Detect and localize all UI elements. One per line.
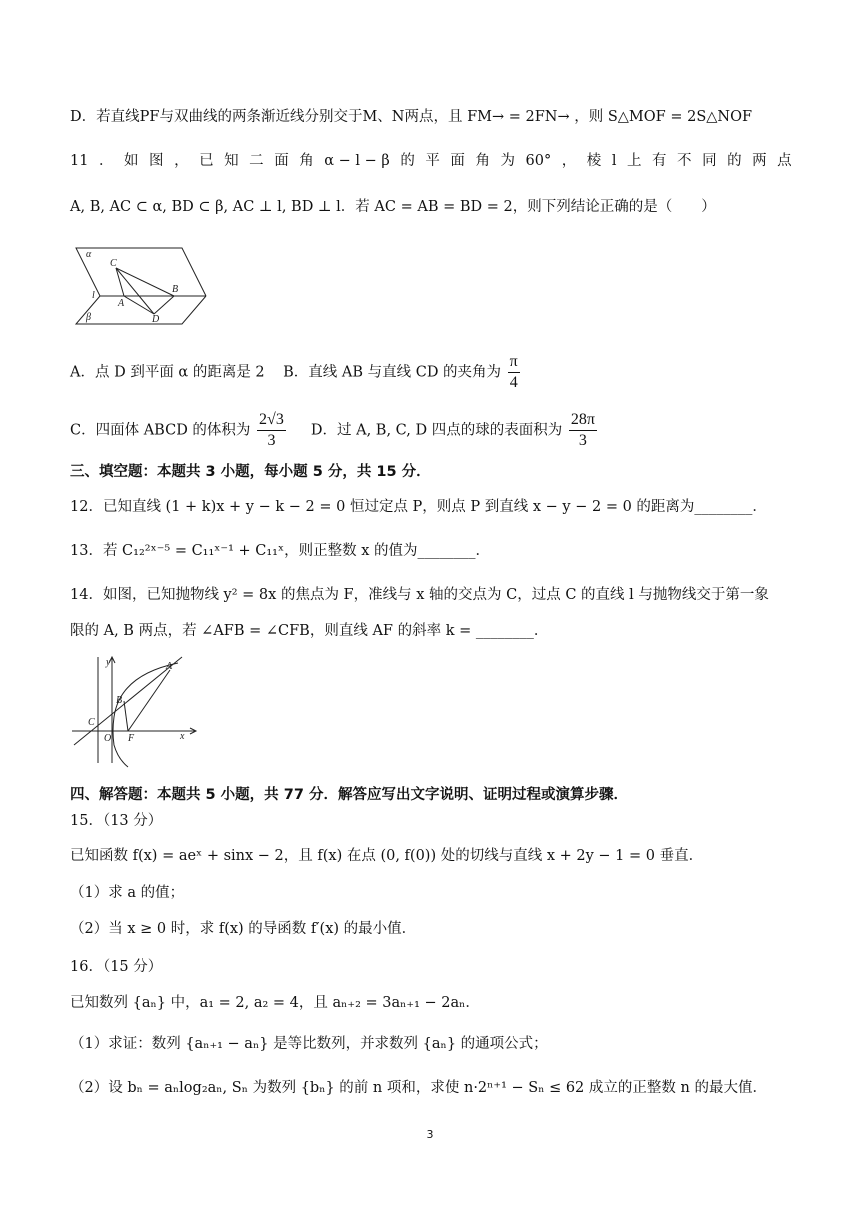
label-c: C — [88, 717, 95, 728]
label-a: A — [166, 661, 173, 672]
fraction-surface-area: $\frac{28\pi}{3}$ — [570, 411, 595, 449]
q13: 13．若 C₁₂²ˣ⁻⁵ = C₁₁ˣ⁻¹ + C₁₁ˣ，则正整数 x 的值为________． — [70, 543, 491, 559]
q11-intro-token: 角 — [475, 153, 490, 169]
dihedral-angle-figure — [70, 240, 220, 330]
q16-heading: 16．（15 分） — [70, 959, 163, 975]
q11-intro-token: 棱 — [586, 153, 602, 169]
label-b: B — [172, 284, 179, 295]
q11-intro-token: 11 — [70, 153, 89, 169]
q11-intro-token: 二 — [249, 153, 264, 169]
q14-line-1: 14．如图，已知抛物线 y² = 8x 的焦点为 F，准线与 x 轴的交点为 C，过点 C 的直线 l 与抛物线交于第一象 — [70, 587, 769, 603]
label-a: A — [118, 298, 125, 309]
q11-intro-token: 如 — [124, 153, 139, 169]
q11-options-cd — [70, 410, 792, 451]
q15-heading: 15．（13 分） — [70, 813, 163, 829]
q11-intro-token: 角 — [299, 153, 314, 169]
q11-intro-token: 点 — [777, 153, 792, 169]
q11-intro-token: 的 — [727, 153, 742, 169]
q11-intro-token: l — [611, 153, 617, 169]
label-c: C — [110, 258, 117, 269]
label-alpha: α — [86, 249, 92, 260]
q11-intro — [70, 150, 792, 172]
q11-intro-token: 平 — [425, 153, 440, 169]
q16-part-1: （1）求证：数列 {aₙ₊₁ − aₙ} 是等比数列，并求数列 {aₙ} 的通项公式； — [70, 1036, 548, 1052]
q15-part-1: （1）求 a 的值； — [70, 885, 185, 901]
label-l: l — [92, 290, 95, 301]
section-4-heading: 四、解答题：本题共 5 小题，共 77 分．解答应写出文字说明、证明过程或演算步骤． — [70, 787, 628, 803]
section-3-heading: 三、填空题：本题共 3 小题，每小题 5 分，共 15 分． — [70, 464, 431, 480]
q11-intro-token: ． — [98, 153, 114, 169]
q11-intro-token: 面 — [274, 153, 289, 169]
label-b: B — [116, 695, 123, 706]
q10-option-d: D．若直线PF与双曲线的两条渐近线分别交于M、N两点，且 FM→ = 2FN→ ，则 S△MOF = 2S△NOF — [70, 109, 753, 125]
q15-body: 已知函数 f(x) = aeˣ + sinx − 2，且 f(x) 在点 (0, f(0)) 处的切线与直线 x + 2y − 1 = 0 垂直． — [70, 848, 704, 864]
q11-intro-token: 不 — [677, 153, 692, 169]
q11-intro-token: 同 — [702, 153, 717, 169]
page-number: 3 — [426, 1128, 434, 1141]
parabola-figure — [70, 655, 200, 770]
q16-part-2: （2）设 bₙ = aₙlog₂aₙ, Sₙ 为数列 {bₙ} 的前 n 项和，求使 n·2ⁿ⁺¹ − Sₙ ≤ 62 成立的正整数 n 的最大值． — [70, 1080, 767, 1096]
q11-option-b: B．直线 AB 与直线 CD 的夹角为 — [283, 364, 502, 381]
q11-intro-token: 上 — [626, 153, 642, 169]
q11-intro-token: 为 — [500, 153, 515, 169]
q11-option-c: C．四面体 ABCD 的体积为 — [70, 422, 251, 439]
q11-intro-token: ， — [561, 153, 577, 169]
label-d: D — [152, 314, 160, 325]
q11-option-d: D．过 A, B, C, D 四点的球的表面积为 — [310, 422, 563, 439]
label-beta: β — [86, 312, 91, 323]
q14-line-2: 限的 A, B 两点，若 ∠AFB = ∠CFB，则直线 AF 的斜率 k = ________． — [70, 623, 549, 639]
q15-part-2: （2）当 x ≥ 0 时，求 f(x) 的导函数 f′(x) 的最小值． — [70, 921, 417, 937]
q12: 12．已知直线 (1 + k)x + y − k − 2 = 0 恒过定点 P，则点 P 到直线 x − y − 2 = 0 的距离为________． — [70, 499, 767, 515]
q11-intro-token: 60° — [525, 153, 552, 169]
q11-intro-token: 已 — [199, 153, 214, 169]
q11-intro-token: 有 — [652, 153, 667, 169]
q11-intro-token: 知 — [224, 153, 239, 169]
label-o: O — [104, 733, 112, 744]
q11-intro-token: 图 — [149, 153, 164, 169]
q11-option-a: A．点 D 到平面 α 的距离是 2 — [70, 364, 265, 381]
label-y: y — [106, 657, 111, 668]
q16-body: 已知数列 {aₙ} 中，a₁ = 2, a₂ = 4，且 aₙ₊₂ = 3aₙ₊₁ − 2aₙ． — [70, 995, 480, 1011]
fraction-pi-over-4: $\frac{\pi}{4}$ — [509, 353, 518, 391]
q11-options-ab — [70, 352, 792, 393]
label-x: x — [180, 731, 185, 742]
label-f: F — [128, 733, 135, 744]
q11-condition: A, B, AC ⊂ α, BD ⊂ β, AC ⊥ l, BD ⊥ l．若 AC = AB = BD = 2，则下列结论正确的是（ ） — [70, 199, 716, 215]
q11-intro-token: 两 — [752, 153, 767, 169]
q11-intro-token: 面 — [450, 153, 465, 169]
q11-intro-token: ， — [174, 153, 189, 169]
q11-intro-token: 的 — [400, 153, 415, 169]
q11-intro-token: α − l − β — [324, 153, 390, 169]
fraction-volume: $\frac{2√3}{3}$ — [259, 411, 284, 449]
